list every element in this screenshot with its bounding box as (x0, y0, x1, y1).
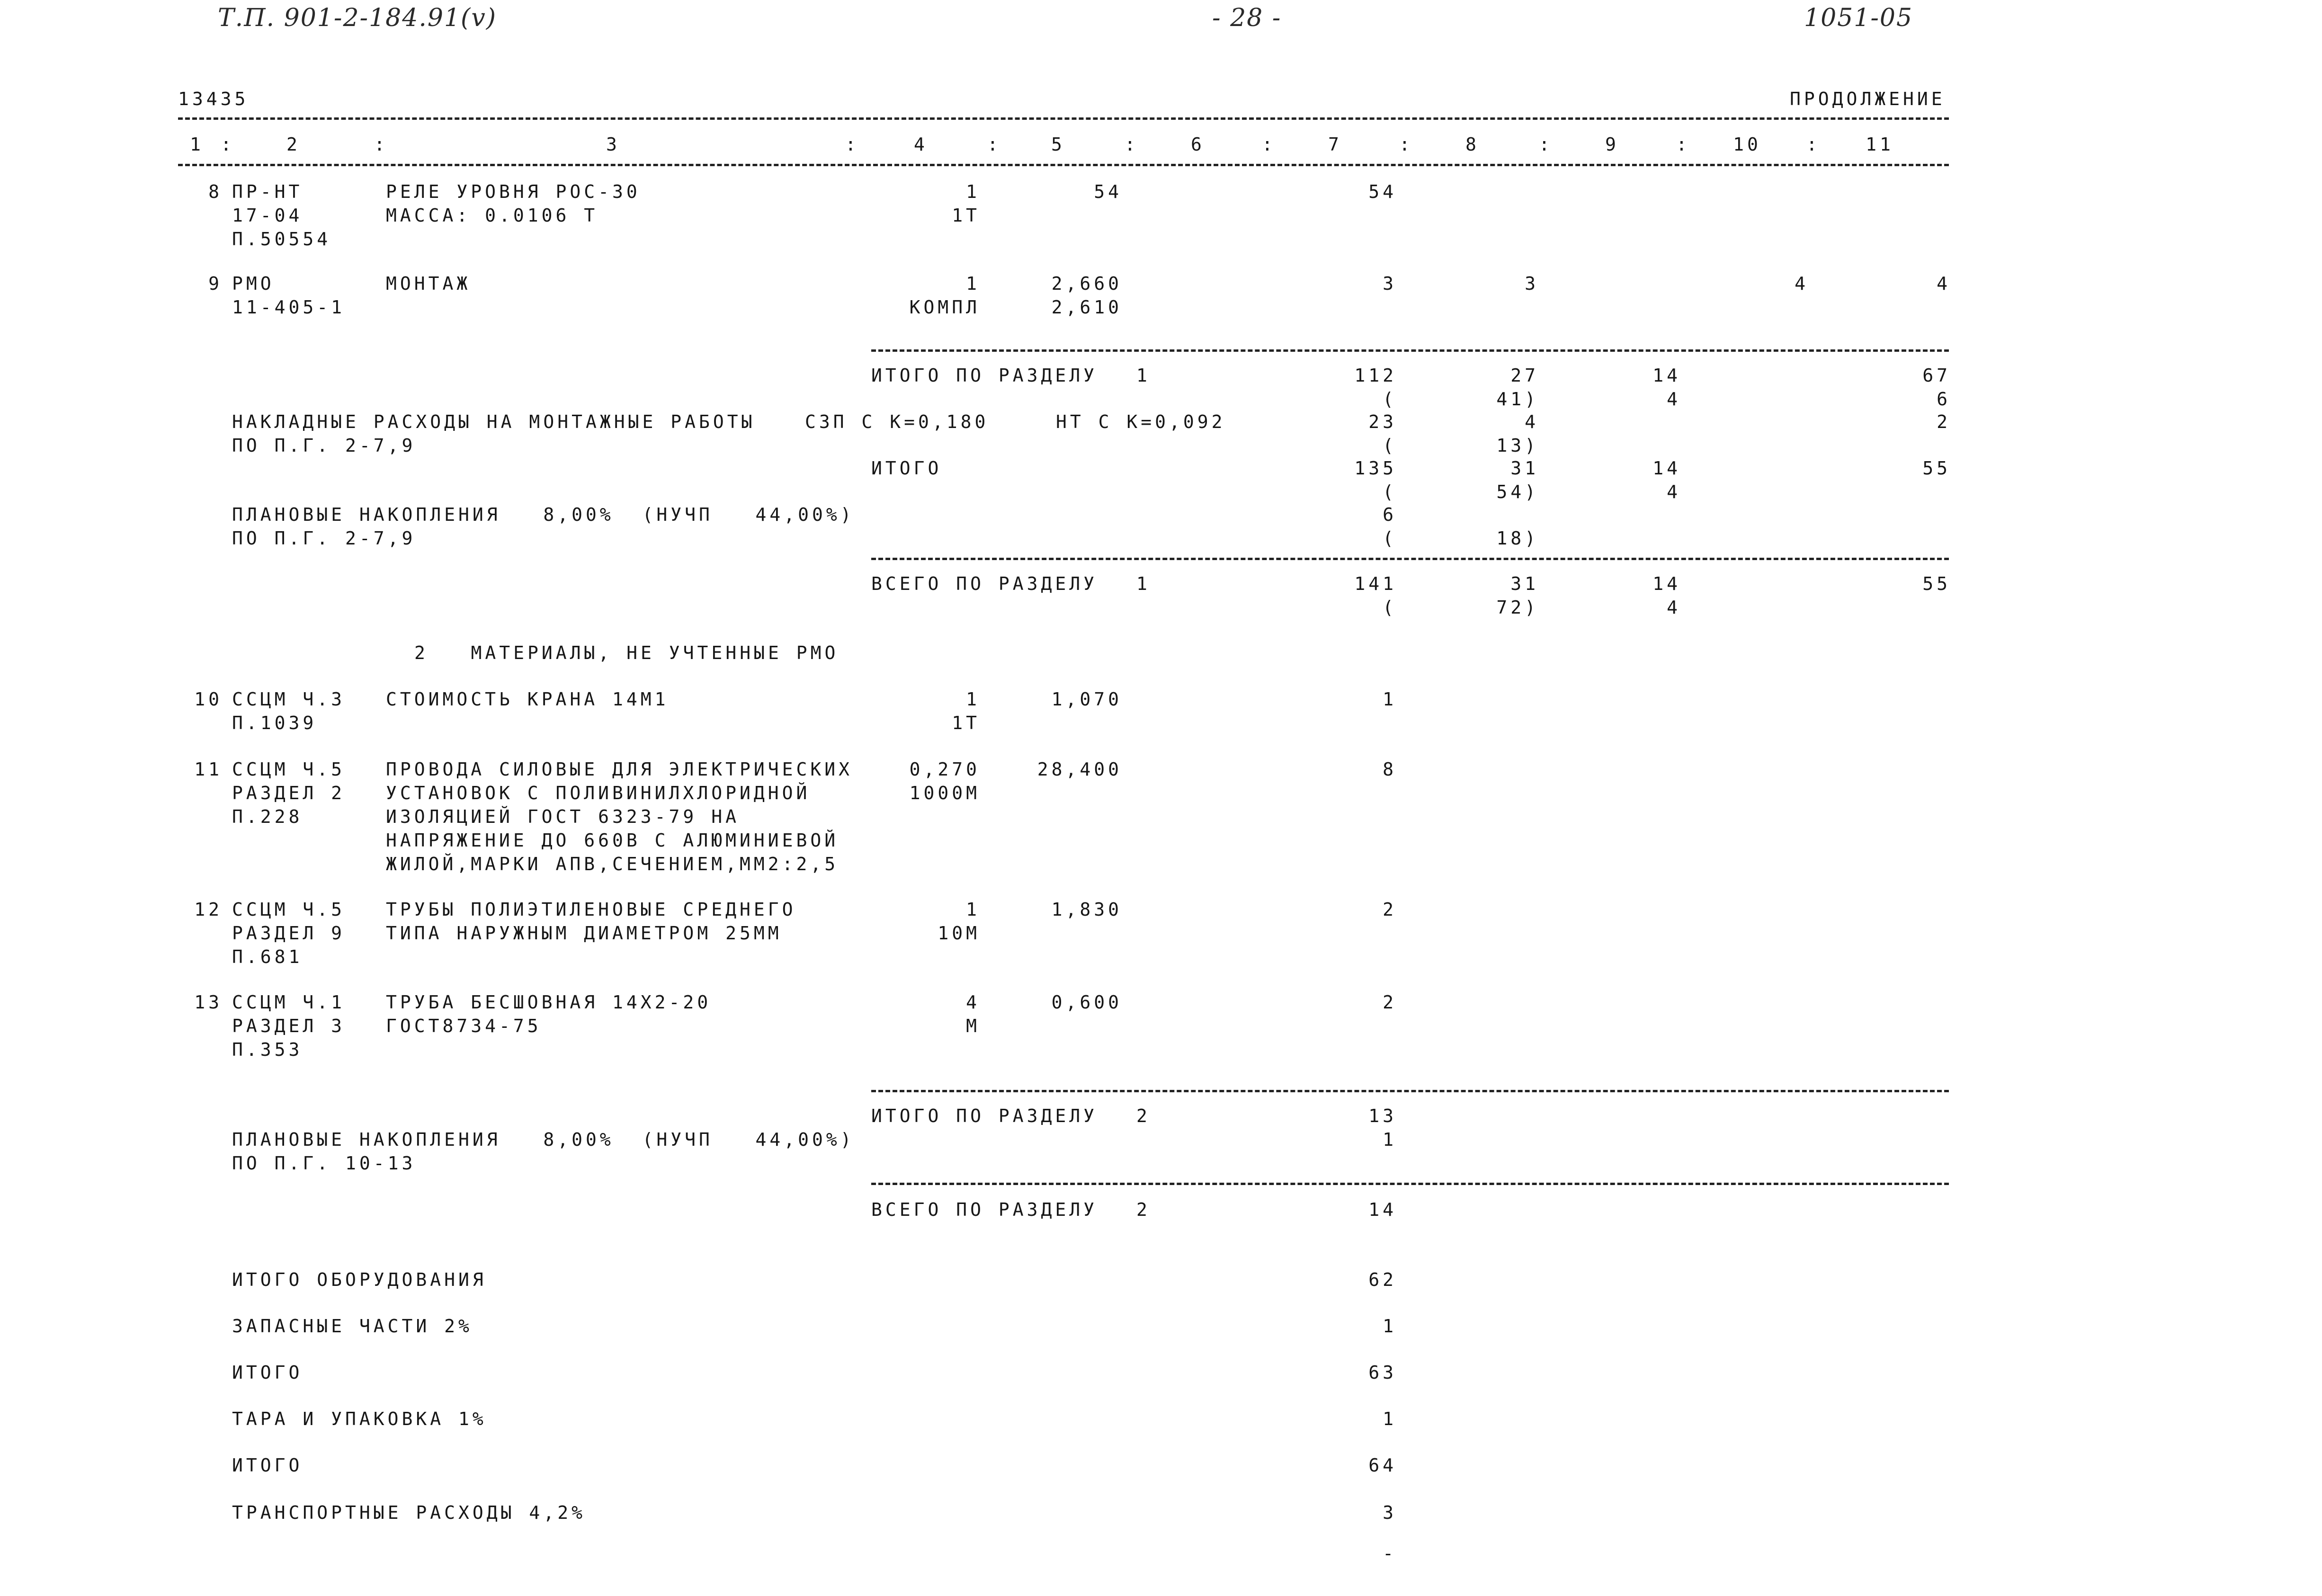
col10-value: 4 (1795, 273, 1809, 294)
section-2-rule (871, 1090, 1949, 1092)
quantity: 4 (966, 992, 980, 1013)
rate-code: РАЗДЕЛ 2 (232, 783, 346, 803)
total-cost: ( (1383, 389, 1397, 410)
unit-price: 1,070 (1051, 689, 1122, 710)
rate-code: РМО (232, 273, 275, 294)
unit: КОМПЛ (909, 297, 980, 318)
summary-label: ИТОГО (232, 1455, 303, 1476)
col-separator: : (845, 134, 859, 155)
row-number: 13 (194, 992, 223, 1013)
summary-label: ТАРА И УПАКОВКА 1% (232, 1409, 487, 1429)
row-number: 8 (208, 181, 223, 202)
rate-code: РАЗДЕЛ 9 (232, 923, 346, 944)
summary-value: 3 (1383, 1502, 1397, 1523)
section-number: 2 (1136, 1106, 1151, 1126)
wages-cost: 72) (1496, 597, 1539, 618)
unit: 1Т (952, 205, 980, 226)
summary-value: 62 (1368, 1269, 1397, 1290)
col-header-9: 9 (1605, 134, 1619, 155)
col-separator: : (374, 134, 388, 155)
rate-code: РАЗДЕЛ 3 (232, 1016, 346, 1036)
item-name: НАПРЯЖЕНИЕ ДО 660В С АЛЮМИНИЕВОЙ (386, 830, 839, 851)
col-header-11: 11 (1866, 134, 1894, 155)
total-cost: ( (1383, 528, 1397, 549)
row-number: 12 (194, 899, 223, 920)
rate-code: ССЦМ Ч.1 (232, 992, 346, 1013)
wages-cost: 3 (1525, 273, 1539, 294)
planned-savings-label: ПЛАНОВЫЕ НАКОПЛЕНИЯ 8,00% (НУЧП 44,00%) (232, 1129, 855, 1150)
section-1-rule (871, 349, 1949, 352)
quantity: 1 (966, 181, 980, 202)
summary-label: ИТОГО ОБОРУДОВАНИЯ (232, 1269, 487, 1290)
col11-value: 4 (1937, 273, 1951, 294)
col-header-6: 6 (1191, 134, 1205, 155)
planned-savings-label: ПО П.Г. 10-13 (232, 1153, 416, 1174)
quantity: 1 (966, 899, 980, 920)
header-top-rule (178, 117, 1949, 120)
unit-price: 2,610 (1051, 297, 1122, 318)
section-number: 2 (1136, 1199, 1151, 1220)
unit-price: 1,830 (1051, 899, 1122, 920)
machines-cost: 4 (1667, 389, 1681, 410)
quantity: 1 (966, 689, 980, 710)
section-1-total-rule (871, 558, 1949, 560)
total-cost: 6 (1383, 504, 1397, 525)
wages-cost: 13) (1496, 435, 1539, 456)
total-cost: 2 (1383, 992, 1397, 1013)
item-name: ТРУБА БЕСШОВНАЯ 14Х2-20 (386, 992, 712, 1013)
col-separator: : (221, 134, 235, 155)
item-name: РЕЛЕ УРОВНЯ РОС-30 (386, 181, 641, 202)
planned-savings-label: ПО П.Г. 2-7,9 (232, 528, 416, 549)
machines-cost: 14 (1652, 573, 1681, 594)
col11-value: 55 (1922, 458, 1951, 479)
col-separator: : (1262, 134, 1276, 155)
total-cost: 141 (1354, 573, 1397, 594)
unit-price: 0,600 (1051, 992, 1122, 1013)
summary-value: 1 (1383, 1316, 1397, 1337)
row-number: 11 (194, 759, 223, 780)
rate-code: П.1039 (232, 713, 317, 733)
col-header-1: 1 (190, 134, 204, 155)
item-name: ЖИЛОЙ,МАРКИ АПВ,СЕЧЕНИЕМ,ММ2:2,5 (386, 854, 839, 874)
section-number: 1 (1136, 365, 1151, 386)
unit: 10М (938, 923, 980, 944)
row-number: 10 (194, 689, 223, 710)
total-cost: 14 (1368, 1199, 1397, 1220)
quantity: 1 (966, 273, 980, 294)
total-cost: ( (1383, 435, 1397, 456)
col-header-5: 5 (1051, 134, 1065, 155)
wages-cost: 27 (1510, 365, 1539, 386)
machines-cost: 4 (1667, 597, 1681, 618)
machines-cost: 14 (1652, 458, 1681, 479)
handwritten-doc-number: Т.П. 901-2-184.91(v) (218, 4, 497, 32)
section-total-label: ИТОГО ПО РАЗДЕЛУ (871, 1106, 1098, 1126)
rate-code: П.681 (232, 946, 303, 967)
quantity: 0,270 (909, 759, 980, 780)
section-total-label: ИТОГО ПО РАЗДЕЛУ (871, 365, 1098, 386)
section-2-title: 2 МАТЕРИАЛЫ, НЕ УЧТЕННЫЕ РМО (414, 642, 839, 663)
summary-value: 64 (1368, 1455, 1397, 1476)
total-cost: 1 (1383, 689, 1397, 710)
item-name: ТИПА НАРУЖНЫМ ДИАМЕТРОМ 25ММ (386, 923, 782, 944)
item-name: ГОСТ8734-75 (386, 1016, 542, 1036)
wages-cost: 31 (1510, 573, 1539, 594)
overhead-label: НАКЛАДНЫЕ РАСХОДЫ НА МОНТАЖНЫЕ РАБОТЫ (232, 411, 756, 432)
continuation-label: ПРОДОЛЖЕНИЕ (1790, 89, 1946, 109)
header-bottom-rule (178, 164, 1949, 166)
col-separator: : (1399, 134, 1413, 155)
item-name: ИЗОЛЯЦИЕЙ ГОСТ 6323-79 НА (386, 806, 740, 827)
unit: 1000М (909, 783, 980, 803)
wages-cost: 18) (1496, 528, 1539, 549)
col-separator: : (987, 134, 1001, 155)
wages-cost: 54) (1496, 481, 1539, 502)
unit: М (966, 1016, 980, 1036)
item-name: МАССА: 0.0106 Т (386, 205, 598, 226)
total-cost: 1 (1383, 1129, 1397, 1150)
section-grand-total-label: ВСЕГО ПО РАЗДЕЛУ (871, 1199, 1098, 1220)
row-number: 9 (208, 273, 223, 294)
col11-value: 2 (1937, 411, 1951, 432)
section-number: 1 (1136, 573, 1151, 594)
col-separator: : (1539, 134, 1553, 155)
item-name: УСТАНОВОК С ПОЛИВИНИЛХЛОРИДНОЙ (386, 783, 811, 803)
rate-code: ССЦМ Ч.5 (232, 899, 346, 920)
col-header-8: 8 (1465, 134, 1480, 155)
col-separator: : (1676, 134, 1690, 155)
wages-cost: 41) (1496, 389, 1539, 410)
col11-value: 55 (1922, 573, 1951, 594)
page-number: - 28 - (1212, 4, 1282, 32)
unit-price: 54 (1094, 181, 1122, 202)
wages-cost: 4 (1525, 411, 1539, 432)
summary-label: ТРАНСПОРТНЫЕ РАСХОДЫ 4,2% (232, 1502, 586, 1523)
rate-code: 17-04 (232, 205, 303, 226)
total-cost: 13 (1368, 1106, 1397, 1126)
rate-code: П.50554 (232, 229, 331, 250)
summary-value: 1 (1383, 1409, 1397, 1429)
item-name: СТОИМОСТЬ КРАНА 14М1 (386, 689, 669, 710)
total-cost: 54 (1368, 181, 1397, 202)
trailing-mark: - (1383, 1543, 1397, 1564)
summary-label: ИТОГО (232, 1362, 303, 1383)
col-separator: : (1806, 134, 1821, 155)
col-separator: : (1125, 134, 1139, 155)
unit-price: 2,660 (1051, 273, 1122, 294)
rate-code: ССЦМ Ч.5 (232, 759, 346, 780)
total-cost: 8 (1383, 759, 1397, 780)
unit-price: 28,400 (1037, 759, 1122, 780)
rate-code: П.228 (232, 806, 303, 827)
item-name: МОНТАЖ (386, 273, 471, 294)
overhead-nt: НТ С К=0,092 (1056, 411, 1226, 432)
total-cost: 3 (1383, 273, 1397, 294)
total-cost: ( (1383, 481, 1397, 502)
col11-value: 67 (1922, 365, 1951, 386)
col11-value: 6 (1937, 389, 1951, 410)
total-cost: ( (1383, 597, 1397, 618)
overhead-szp: СЗП С К=0,180 (805, 411, 989, 432)
itogo-label: ИТОГО (871, 458, 942, 479)
item-name: ПРОВОДА СИЛОВЫЕ ДЛЯ ЭЛЕКТРИЧЕСКИХ (386, 759, 853, 780)
handwritten-sheet-code: 1051-05 (1804, 4, 1913, 32)
total-cost: 23 (1368, 411, 1397, 432)
doc-code: 13435 (178, 89, 249, 109)
section-2-total-rule (871, 1183, 1949, 1185)
col-header-4: 4 (914, 134, 928, 155)
total-cost: 135 (1354, 458, 1397, 479)
item-name: ТРУБЫ ПОЛИЭТИЛЕНОВЫЕ СРЕДНЕГО (386, 899, 796, 920)
rate-code: ССЦМ Ч.3 (232, 689, 346, 710)
summary-label: ЗАПАСНЫЕ ЧАСТИ 2% (232, 1316, 473, 1337)
rate-code: 11-405-1 (232, 297, 346, 318)
total-cost: 112 (1354, 365, 1397, 386)
machines-cost: 4 (1667, 481, 1681, 502)
section-grand-total-label: ВСЕГО ПО РАЗДЕЛУ (871, 573, 1098, 594)
rate-code: П.353 (232, 1039, 303, 1060)
rate-code: ПР-НТ (232, 181, 303, 202)
col-header-3: 3 (606, 134, 620, 155)
wages-cost: 31 (1510, 458, 1539, 479)
machines-cost: 14 (1652, 365, 1681, 386)
col-header-2: 2 (286, 134, 301, 155)
unit: 1Т (952, 713, 980, 733)
col-header-10: 10 (1733, 134, 1761, 155)
col-header-7: 7 (1328, 134, 1342, 155)
planned-savings-label: ПЛАНОВЫЕ НАКОПЛЕНИЯ 8,00% (НУЧП 44,00%) (232, 504, 855, 525)
summary-value: 63 (1368, 1362, 1397, 1383)
total-cost: 2 (1383, 899, 1397, 920)
overhead-label: ПО П.Г. 2-7,9 (232, 435, 416, 456)
